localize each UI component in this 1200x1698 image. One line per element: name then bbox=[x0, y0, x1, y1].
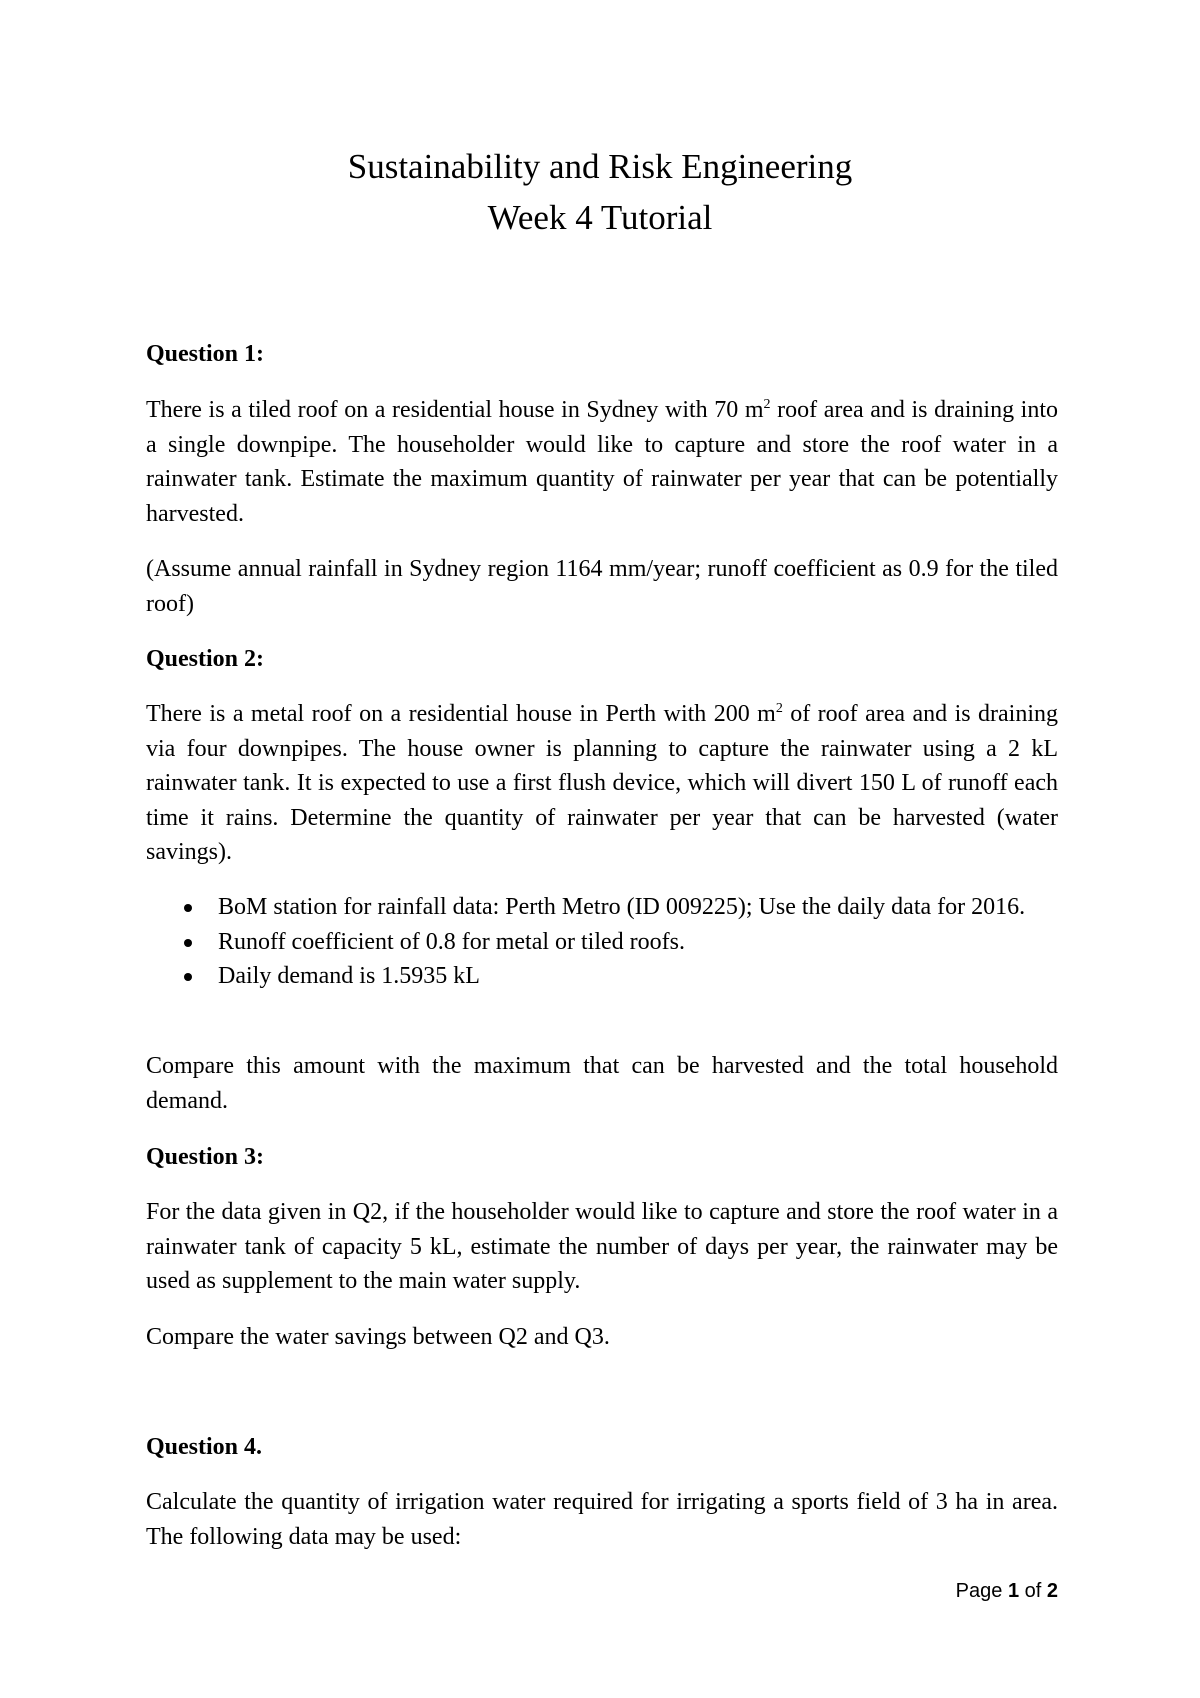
list-item bbox=[146, 890, 1058, 925]
question-1-heading: Question 1: bbox=[146, 341, 265, 367]
page-label: Page bbox=[955, 1580, 1003, 1602]
question-3-compare: Compare the water savings between Q2 and Q3. bbox=[146, 1324, 610, 1350]
page-number bbox=[956, 1578, 1058, 1604]
bullet-icon bbox=[184, 939, 192, 947]
question-2-superscript: 2 bbox=[775, 701, 783, 716]
document-title: Sustainability and Risk Engineering bbox=[347, 147, 853, 186]
bullet-icon bbox=[184, 973, 192, 981]
question-2-text-end: of roof area and is draining via four downpipes. The house owner is planning to capture the rainwater using a 2 kL rainwater tank. It is expected to use a first flush device, which will divert 150 L of runoff each time it rains. Determine the quantity of rainwater per year that can be harvested (water savings). bbox=[146, 701, 1058, 865]
bullet-text: Runoff coefficient of 0.8 for metal or tiled roofs. bbox=[218, 928, 685, 955]
list-item bbox=[146, 925, 1058, 960]
question-4-heading: Question 4. bbox=[146, 1434, 263, 1460]
bullet-text: BoM station for rainfall data: Perth Metro (ID 009225); Use the daily data for 2016. bbox=[218, 894, 1026, 920]
question-1-superscript: 2 bbox=[763, 397, 771, 412]
question-1-assumption: (Assume annual rainfall in Sydney region 1164 mm/year; runoff coefficient as 0.9 for the tiled roof) bbox=[146, 556, 1058, 617]
question-1-text bbox=[146, 393, 1058, 531]
question-2-heading: Question 2: bbox=[146, 646, 265, 672]
page-current: 1 bbox=[1007, 1580, 1020, 1602]
question-2-text bbox=[146, 697, 1058, 870]
list-item bbox=[146, 959, 1058, 994]
question-3-text: For the data given in Q2, if the householder would like to capture and store the roof water in a rainwater tank of capacity 5 kL, estimate the number of days per year, the rainwater may be used as supplement to the main water supply. bbox=[146, 1199, 1058, 1294]
question-2-text-start: There is a metal roof on a residential house in Perth with 200 m bbox=[146, 701, 776, 727]
question-1-text-end: roof area and is draining into a single downpipe. The householder would like to capture and store the roof water in a rainwater tank. Estimate the maximum quantity of rainwater per year that can be potentially harvested. bbox=[146, 397, 1058, 527]
question-2-compare: Compare this amount with the maximum that can be harvested and the total household demand. bbox=[146, 1053, 1058, 1114]
page-of-label: of bbox=[1024, 1580, 1042, 1602]
bullet-icon bbox=[184, 904, 192, 912]
question-3-heading: Question 3: bbox=[146, 1144, 265, 1170]
bullet-text: Daily demand is 1.5935 kL bbox=[218, 963, 480, 989]
question-2-bullet-list bbox=[146, 890, 1058, 994]
document-subtitle: Week 4 Tutorial bbox=[487, 198, 713, 237]
question-1-text-start: There is a tiled roof on a residential house in Sydney with 70 m bbox=[146, 397, 764, 423]
page-total: 2 bbox=[1046, 1580, 1058, 1602]
question-4-text: Calculate the quantity of irrigation water required for irrigating a sports field of 3 ha in area. The following data may be used: bbox=[146, 1489, 1058, 1550]
